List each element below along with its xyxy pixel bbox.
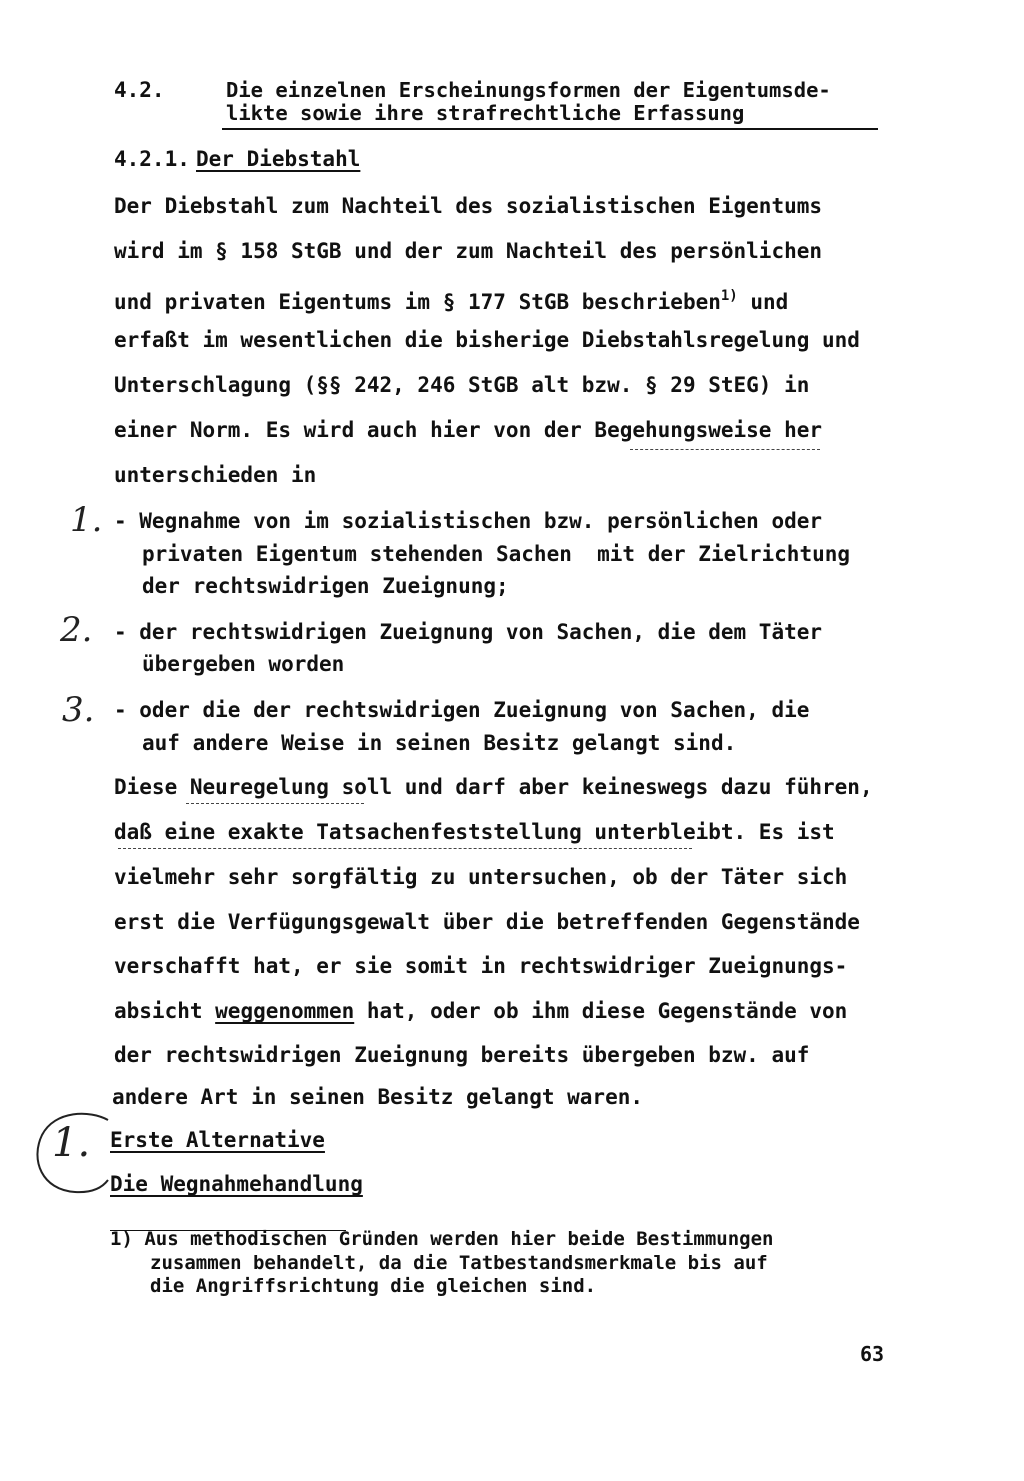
paragraph-line: wird im § 158 StGB und der zum Nachteil des persönlichen xyxy=(114,239,823,263)
paragraph-line-with-underline xyxy=(114,999,847,1023)
footnote-line: die Angriffsrichtung die gleichen sind. xyxy=(150,1275,597,1297)
section-title-line1: Die einzelnen Erscheinungsformen der Eigentumsde- xyxy=(226,78,831,102)
footnote-ref: 1) xyxy=(720,288,738,304)
section-title-line2: likte sowie ihre strafrechtliche Erfassung xyxy=(226,101,745,125)
list-item-line: der rechtswidrigen Zueignung; xyxy=(142,574,509,598)
underlined-word: weggenommen xyxy=(215,999,355,1023)
paragraph-line: erst die Verfügungsgewalt über die betreffenden Gegenstände xyxy=(114,910,860,934)
paragraph-line: andere Art in seinen Besitz gelangt waren. xyxy=(112,1085,644,1109)
margin-mark-1: 1. xyxy=(70,500,103,540)
subsection-title: Der Diebstahl xyxy=(196,147,361,171)
footnote-rule xyxy=(110,1230,346,1231)
footnote-line: zusammen behandelt, da die Tatbestandsmerkmale bis auf xyxy=(150,1252,768,1274)
page-number: 63 xyxy=(860,1342,885,1366)
paragraph-text: hat, oder ob ihm diese Gegenstände von xyxy=(354,999,848,1023)
paragraph-line: vielmehr sehr sorgfältig zu untersuchen, ob der Täter sich xyxy=(114,865,848,889)
paragraph-line: einer Norm. Es wird auch hier von der Begehungsweise her xyxy=(114,418,823,442)
section-number: 4.2. xyxy=(114,78,165,102)
subsection-number: 4.2.1. xyxy=(114,147,190,171)
list-item-line: übergeben worden xyxy=(142,652,345,676)
footnote-line: 1) Aus methodischen Gründen werden hier beide Bestimmungen xyxy=(110,1228,774,1250)
list-item-line: privaten Eigentum stehenden Sachen mit der Zielrichtung xyxy=(142,542,851,566)
subheading-alternative: Erste Alternative xyxy=(110,1128,325,1152)
paragraph-line: verschafft hat, er sie somit in rechtswidriger Zueignungs- xyxy=(114,954,848,978)
margin-mark-circled: 1. xyxy=(52,1120,91,1166)
pencil-underline xyxy=(186,803,364,804)
section-title-rule xyxy=(222,128,878,130)
paragraph-line: Unterschlagung (§§ 242, 246 StGB alt bzw. § 29 StEG) in xyxy=(114,373,810,397)
list-item-line: - oder die der rechtswidrigen Zueignung von Sachen, die xyxy=(114,698,810,722)
paragraph-text: und xyxy=(737,290,789,314)
margin-mark-3: 3. xyxy=(62,690,95,730)
paragraph-line: Der Diebstahl zum Nachteil des sozialistischen Eigentums xyxy=(114,194,823,218)
pencil-underline xyxy=(630,449,820,450)
list-item-line: auf andere Weise in seinen Besitz gelangt sind. xyxy=(142,731,737,755)
margin-mark-2: 2. xyxy=(60,610,93,650)
paragraph-text: und privaten Eigentums im § 177 StGB beschrieben xyxy=(114,290,721,314)
list-item-line: - Wegnahme von im sozialistischen bzw. persönlichen oder xyxy=(114,509,823,533)
paragraph-line: daß eine exakte Tatsachenfeststellung unterbleibt. Es ist xyxy=(114,820,835,844)
list-item-line: - der rechtswidrigen Zueignung von Sachen, die dem Täter xyxy=(114,620,823,644)
subheading-action: Die Wegnahmehandlung xyxy=(110,1172,363,1196)
paragraph-line: erfaßt im wesentlichen die bisherige Diebstahlsregelung und xyxy=(114,328,860,352)
paragraph-line: Diese Neuregelung soll und darf aber keineswegs dazu führen, xyxy=(114,775,873,799)
paragraph-line-with-footnote xyxy=(114,284,788,314)
pencil-underline xyxy=(118,848,692,849)
paragraph-line: unterschieden in xyxy=(114,463,317,487)
paragraph-line: der rechtswidrigen Zueignung bereits übergeben bzw. auf xyxy=(114,1043,810,1067)
paragraph-text: absicht xyxy=(114,999,216,1023)
